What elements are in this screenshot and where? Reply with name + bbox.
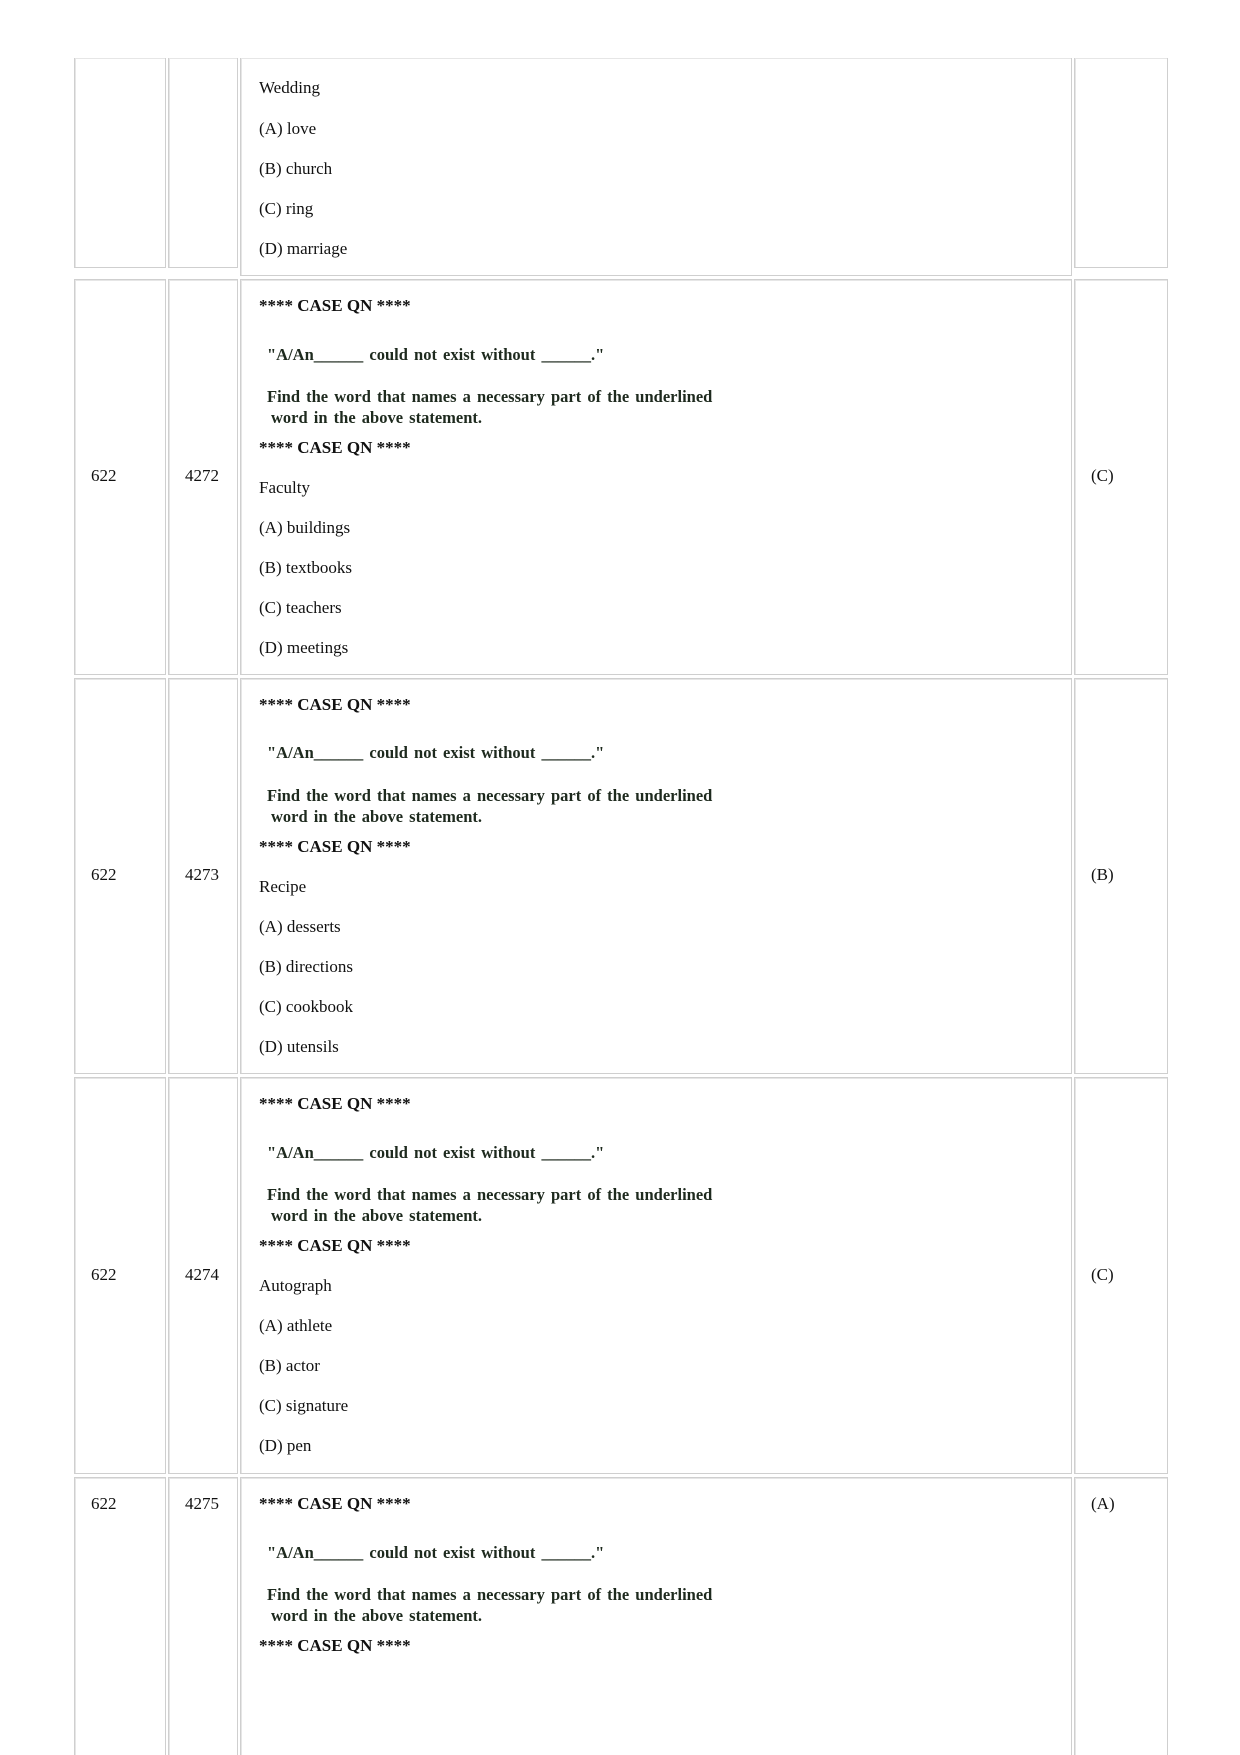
question-number-cell (168, 279, 238, 675)
case-marker-end: **** CASE QN **** (259, 1636, 411, 1655)
question-cell (240, 678, 1072, 1074)
paper-number: 622 (91, 865, 117, 884)
question-stem: Autograph (259, 1276, 332, 1295)
option-a: (A) love (259, 119, 317, 138)
question-number: 4273 (185, 865, 219, 884)
question-cell (240, 1077, 1072, 1474)
option-b: (B) directions (259, 957, 353, 976)
answer-cell (1074, 279, 1168, 675)
question-stem: Recipe (259, 877, 307, 896)
question-cell (240, 279, 1072, 675)
case-instruction-line: word in the above statement. (271, 1206, 483, 1225)
question-number: 4275 (185, 1494, 219, 1513)
option-d: (D) meetings (259, 638, 349, 657)
option-c: (C) teachers (259, 598, 342, 617)
case-instruction-line: Find the word that names a necessary part of the underlined (267, 786, 713, 805)
option-a: (A) buildings (259, 518, 351, 537)
option-d: (D) pen (259, 1436, 312, 1455)
option-c: (C) signature (259, 1396, 349, 1415)
paper-number: 622 (91, 466, 117, 485)
question-number: 4272 (185, 466, 219, 485)
question-cell (240, 58, 1072, 276)
case-template-line: "A/An______ could not exist without ______." (267, 345, 605, 364)
answer-key: (C) (1091, 1265, 1114, 1284)
case-instruction-line: word in the above statement. (271, 807, 483, 826)
answer-cell (1074, 678, 1168, 1074)
case-instruction-line: Find the word that names a necessary part of the underlined (267, 1185, 713, 1204)
case-instruction-line: word in the above statement. (271, 408, 483, 427)
option-d: (D) utensils (259, 1037, 339, 1056)
answer-cell (1074, 1077, 1168, 1474)
paper-cell (74, 279, 166, 675)
paper-number: 622 (91, 1494, 117, 1513)
case-marker-start: **** CASE QN **** (259, 1494, 411, 1513)
case-marker-start: **** CASE QN **** (259, 1094, 411, 1113)
option-b: (B) actor (259, 1356, 320, 1375)
option-a: (A) athlete (259, 1316, 333, 1335)
question-number-cell (168, 678, 238, 1074)
answer-key: (C) (1091, 466, 1114, 485)
option-c: (C) ring (259, 199, 314, 218)
case-marker-start: **** CASE QN **** (259, 296, 411, 315)
question-number: 4274 (185, 1265, 219, 1284)
answer-cell (1074, 58, 1168, 268)
option-b: (B) church (259, 159, 333, 178)
question-stem: Faculty (259, 478, 310, 497)
paper-number: 622 (91, 1265, 117, 1284)
case-template-line: "A/An______ could not exist without ______." (267, 1143, 605, 1162)
paper-cell (74, 58, 166, 268)
question-number-cell (168, 1077, 238, 1474)
answer-cell (1074, 1477, 1168, 1755)
case-instruction-line: Find the word that names a necessary part of the underlined (267, 387, 713, 406)
option-b: (B) textbooks (259, 558, 353, 577)
option-c: (C) cookbook (259, 997, 353, 1016)
paper-cell (74, 1477, 166, 1755)
case-marker-end: **** CASE QN **** (259, 1236, 411, 1255)
case-instruction-line: Find the word that names a necessary part of the underlined (267, 1585, 713, 1604)
option-d: (D) marriage (259, 239, 348, 258)
answer-key: (A) (1091, 1494, 1115, 1513)
paper-cell (74, 678, 166, 1074)
case-template-line: "A/An______ could not exist without ______." (267, 1543, 605, 1562)
case-marker-end: **** CASE QN **** (259, 837, 411, 856)
case-instruction-line: word in the above statement. (271, 1606, 483, 1625)
answer-key: (B) (1091, 865, 1114, 884)
question-number-cell (168, 1477, 238, 1755)
question-number-cell (168, 58, 238, 268)
case-marker-end: **** CASE QN **** (259, 438, 411, 457)
question-stem: Wedding (259, 78, 320, 97)
case-template-line: "A/An______ could not exist without ______." (267, 743, 605, 762)
question-cell (240, 1477, 1072, 1755)
paper-cell (74, 1077, 166, 1474)
case-marker-start: **** CASE QN **** (259, 695, 411, 714)
option-a: (A) desserts (259, 917, 341, 936)
